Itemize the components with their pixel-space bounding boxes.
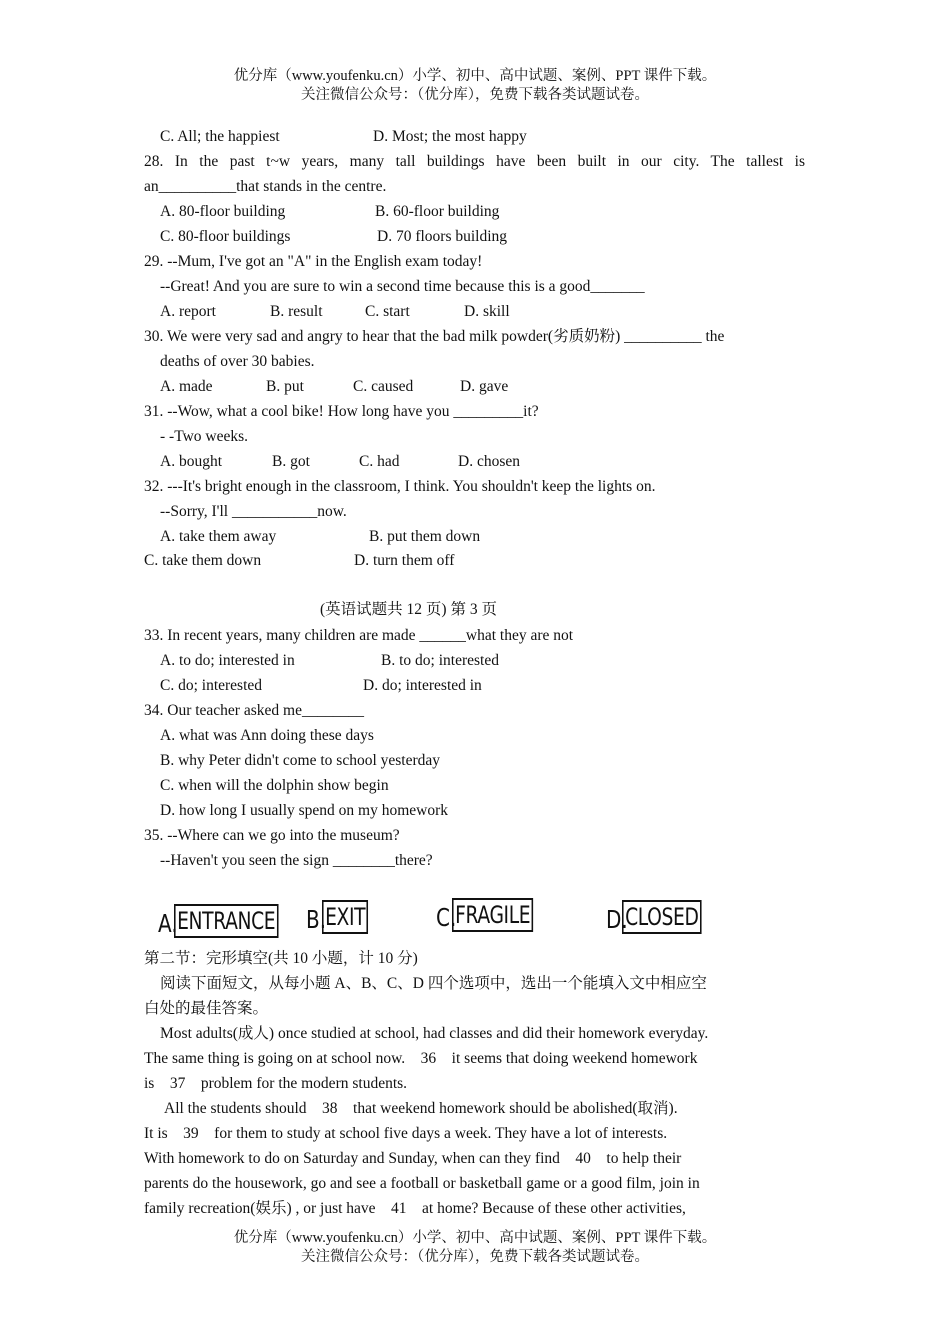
q27-option-c: C. All; the happiest	[160, 128, 280, 145]
q31-stem-line-2: - -Two weeks.	[160, 428, 249, 445]
q34-option-d: D. how long I usually spend on my homework	[160, 802, 449, 819]
q27-option-d: D. Most; the most happy	[373, 128, 527, 145]
q28-option-c: C. 80-floor buildings	[160, 228, 291, 245]
q35-sign-options	[0, 895, 950, 945]
q31-stem-line-1: 31. --Wow, what a cool bike! How long have you _________it?	[144, 403, 539, 420]
q28-stem-line-1: 28. In the past t~w years, many tall buildings have been built in our city. The tallest is	[144, 153, 805, 170]
q33-option-b: B. to do; interested	[381, 652, 499, 669]
page-header-line-1: 优分库（www.youfenku.cn）小学、初中、高中试题、案例、PPT 课件下载。	[233, 68, 717, 84]
q29-stem-line-2: --Great! And you are sure to win a second time because this is a good_______	[160, 278, 645, 295]
sign-option-b	[306, 900, 381, 934]
q32-option-b: B. put them down	[369, 528, 481, 545]
sign-option-d-letter: D.	[606, 905, 628, 934]
q31-option-c: C. had	[359, 453, 400, 470]
q30-option-c: C. caused	[353, 378, 414, 395]
exit-sign: EXIT	[322, 900, 368, 934]
page-footer-line-1: 优分库（www.youfenku.cn）小学、初中、高中试题、案例、PPT 课件下载。	[233, 1230, 717, 1246]
q30-stem-line-1: 30. We were very sad and angry to hear that the bad milk powder(劣质奶粉) __________ the	[144, 328, 725, 345]
q32-option-a: A. take them away	[160, 528, 277, 545]
page-header-line-2: 关注微信公众号：（优分库），免费下载各类试题试卷。	[301, 87, 649, 103]
passage-line-7: parents do the housework, go and see a football or basketball game or a good film, join in	[144, 1175, 700, 1192]
q28-stem-line-2: an__________that stands in the centre.	[144, 178, 387, 195]
q30-option-d: D. gave	[460, 378, 509, 395]
passage-line-4: All the students should 38 that weekend homework should be abolished(取消).	[164, 1100, 678, 1117]
q29-stem-line-1: 29. --Mum, I've got an "A" in the English exam today!	[144, 253, 483, 270]
sign-option-c-letter: C.	[436, 903, 457, 932]
sign-option-c	[436, 898, 556, 932]
sign-option-d	[606, 900, 724, 934]
q29-option-c: C. start	[365, 303, 410, 320]
passage-line-1: Most adults(成人) once studied at school, had classes and did their homework everyday.	[160, 1025, 709, 1042]
q33-stem-line-1: 33. In recent years, many children are made ______what they are not	[144, 627, 574, 644]
q34-option-a: A. what was Ann doing these days	[160, 727, 374, 744]
q33-option-c: C. do; interested	[160, 677, 263, 694]
sign-option-a-letter: A.	[158, 909, 178, 938]
q32-stem-line-2: --Sorry, I'll ___________now.	[160, 503, 347, 520]
q33-option-d: D. do; interested in	[363, 677, 482, 694]
q34-stem-line-1: 34. Our teacher asked me________	[144, 702, 364, 719]
q29-option-d: D. skill	[464, 303, 510, 320]
q30-option-a: A. made	[160, 378, 213, 395]
passage-line-8: family recreation(娱乐) , or just have 41 at home? Because of these other activities,	[144, 1200, 686, 1217]
q28-option-b: B. 60-floor building	[375, 203, 500, 220]
q28-option-a: A. 80-floor building	[160, 203, 286, 220]
q31-option-d: D. chosen	[458, 453, 520, 470]
q34-option-c: C. when will the dolphin show begin	[160, 777, 389, 794]
q28-option-d: D. 70 floors building	[377, 228, 508, 245]
passage-line-5: It is 39 for them to study at school five days a week. They have a lot of interests.	[144, 1125, 668, 1142]
page-footer-line-2: 关注微信公众号：（优分库），免费下载各类试题试卷。	[301, 1249, 649, 1265]
q35-stem-line-2: --Haven't you seen the sign ________there?	[160, 852, 433, 869]
q31-option-a: A. bought	[160, 453, 222, 470]
passage-line-3: is 37 problem for the modern students.	[144, 1075, 408, 1092]
q35-stem-line-1: 35. --Where can we go into the museum?	[144, 827, 400, 844]
passage-line-2: The same thing is going on at school now. 36 it seems that doing weekend homework	[144, 1050, 698, 1067]
closed-sign: CLOSED	[622, 900, 702, 934]
section-2-instruction-line-2: 白处的最佳答案。	[144, 1000, 269, 1017]
q31-option-b: B. got	[272, 453, 310, 470]
q30-stem-line-2: deaths of over 30 babies.	[160, 353, 315, 370]
fragile-sign: FRAGILE	[452, 898, 533, 932]
page-marker: (英语试题共 12 页) 第 3 页	[320, 601, 497, 618]
q33-option-a: A. to do; interested in	[160, 652, 295, 669]
q29-option-b: B. result	[270, 303, 323, 320]
q34-option-b: B. why Peter didn't come to school yesterday	[160, 752, 441, 769]
q29-option-a: A. report	[160, 303, 216, 320]
sign-option-b-letter: B.	[306, 905, 327, 934]
section-2-instruction-line-1: 阅读下面短文，从每小题 A、B、C、D 四个选项中，选出一个能填入文中相应空	[160, 975, 707, 992]
q32-option-c: C. take them down	[144, 552, 262, 569]
q32-stem-line-1: 32. ---It's bright enough in the classroom, I think. You shouldn't keep the lights on.	[144, 478, 656, 495]
entrance-sign: ENTRANCE	[174, 904, 278, 938]
section-2-title: 第二节：完形填空(共 10 小题，计 10 分)	[144, 950, 418, 967]
q30-option-b: B. put	[266, 378, 304, 395]
q32-option-d: D. turn them off	[354, 552, 455, 569]
passage-line-6: With homework to do on Saturday and Sunday, when can they find 40 to help their	[144, 1150, 682, 1167]
sign-option-a	[158, 904, 308, 938]
